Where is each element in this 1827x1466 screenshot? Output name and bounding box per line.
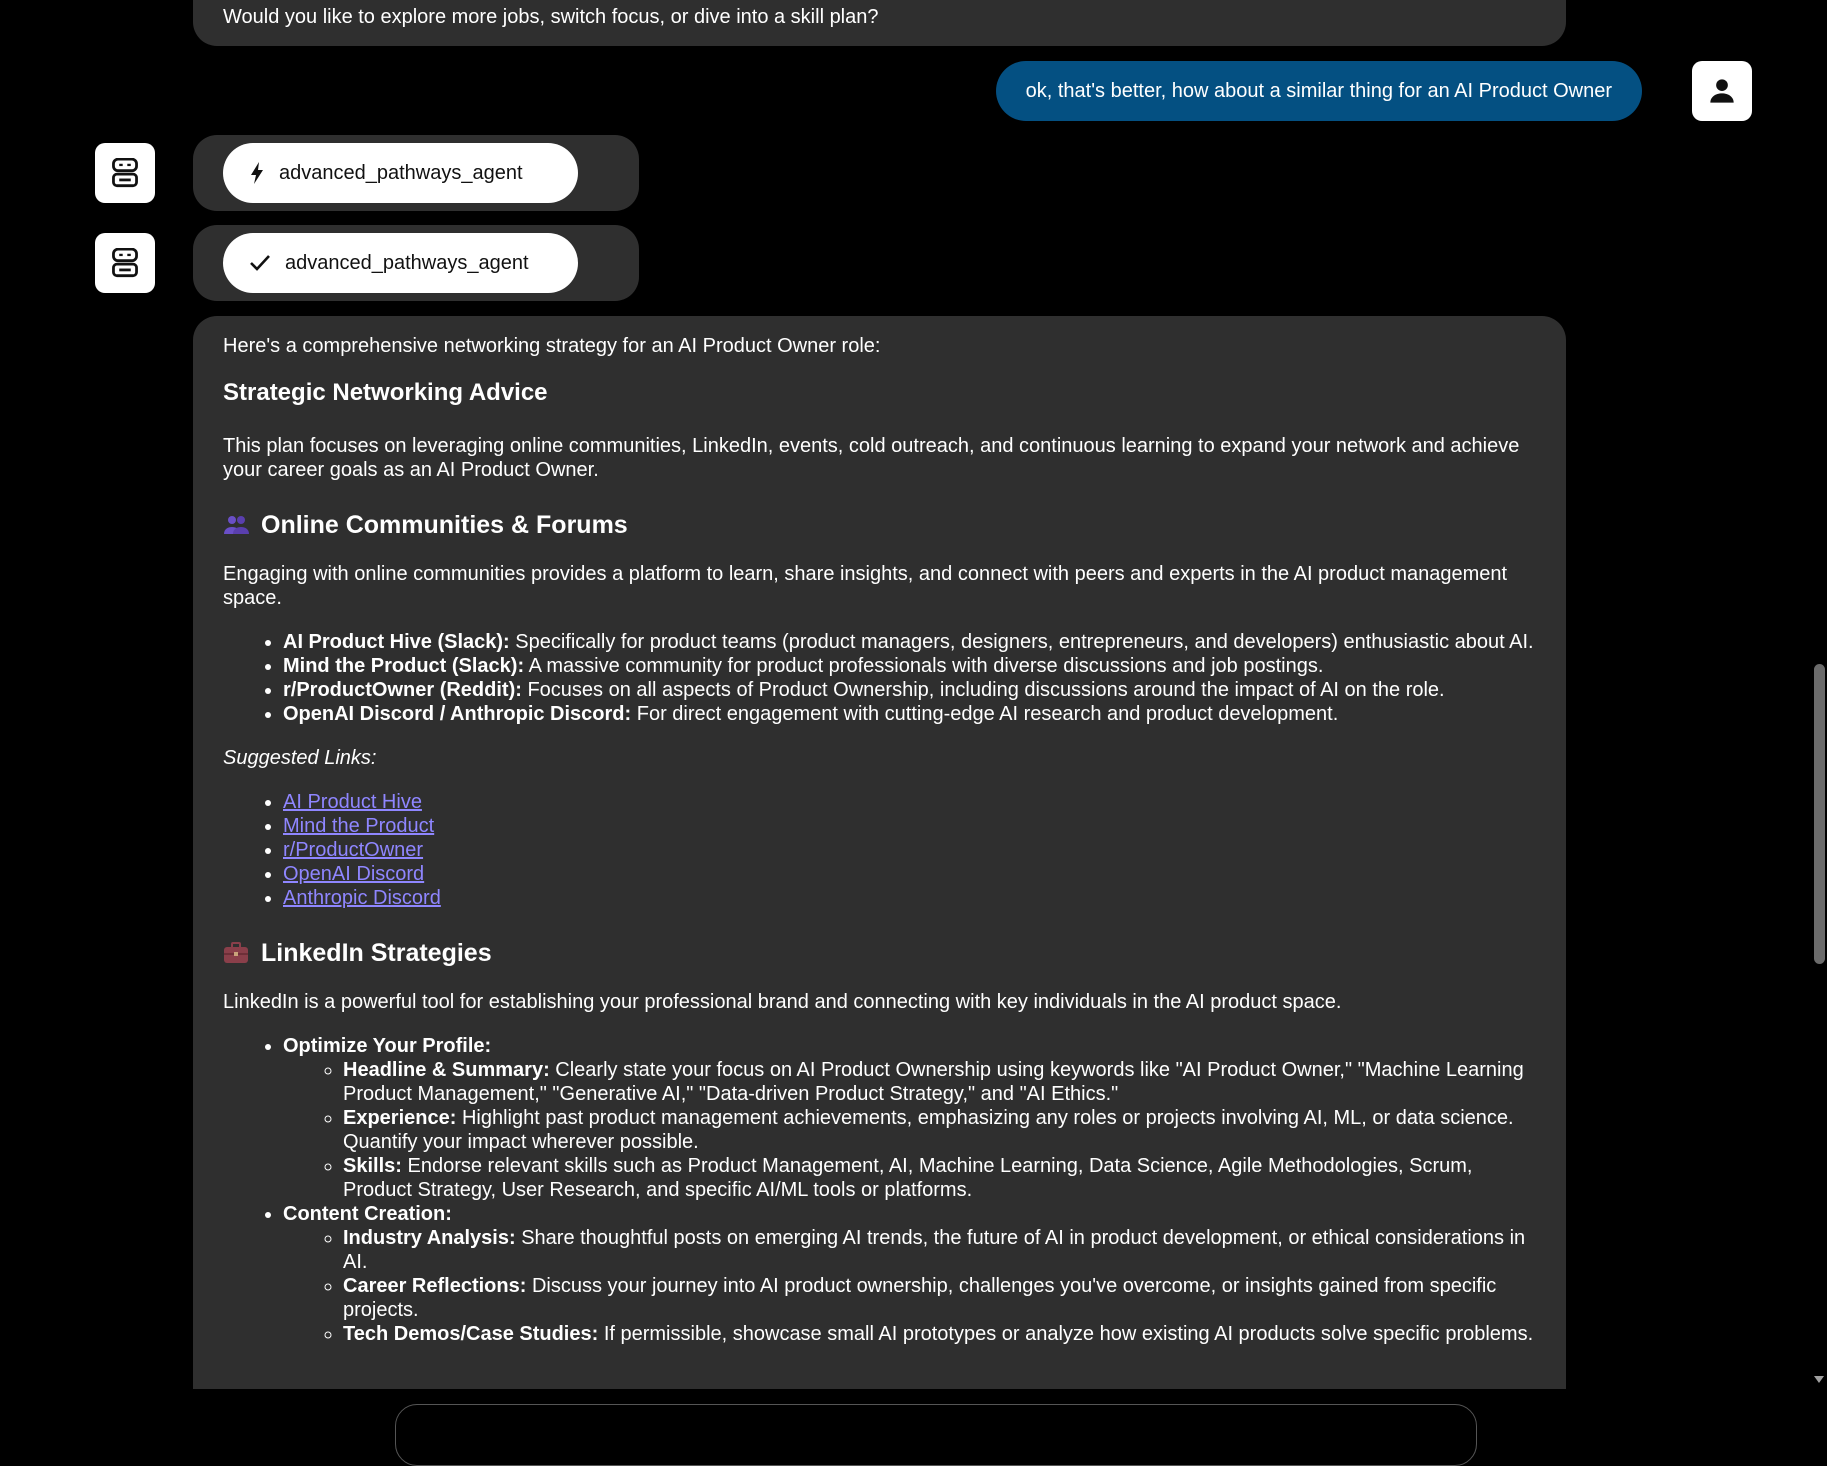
scrollbar-thumb[interactable] [1814, 664, 1825, 964]
robot-icon [111, 248, 139, 278]
bot-avatar [95, 143, 155, 203]
list-item [283, 702, 1536, 726]
community-list [223, 630, 1536, 726]
list-item [283, 630, 1536, 654]
item-text: Endorse relevant skills such as Product Management, AI, Machine Learning, Data Science, Agile Methodologies, Scrum, Product Strategy, User Research, and specific AI/ML tools or platforms. [343, 1155, 1473, 1201]
item-text: If permissible, showcase small AI prototypes or analyze how existing AI products solve specific problems. [598, 1323, 1534, 1345]
tool-call-running [193, 135, 639, 211]
item-text: Highlight past product management achievements, emphasizing any roles or projects involving AI, ML, or data science. Quantify your impact wherever possible. [343, 1107, 1514, 1153]
list-item [283, 654, 1536, 678]
section-description: LinkedIn is a powerful tool for establishing your professional brand and connecting with key individuals in the AI product space. [223, 991, 1342, 1013]
link-mind-the-product[interactable]: Mind the Product [283, 815, 435, 837]
item-text: Share thoughtful posts on emerging AI trends, the future of AI in product development, or ethical considerations in AI. [343, 1227, 1526, 1273]
list-item [283, 814, 1536, 838]
suggested-links-label: Suggested Links: [223, 747, 377, 769]
item-label: Industry Analysis: [343, 1227, 516, 1249]
list-item [343, 1226, 1536, 1274]
item-label: AI Product Hive (Slack): [283, 631, 510, 653]
user-message [996, 61, 1642, 121]
list-item [343, 1058, 1536, 1106]
message-composer[interactable] [395, 1404, 1477, 1466]
list-item [343, 1274, 1536, 1322]
previous-bot-message-text: Would you like to explore more jobs, switch focus, or dive into a skill plan? [223, 6, 879, 28]
section-heading-text: Online Communities & Forums [261, 511, 628, 539]
group-label: Optimize Your Profile: [283, 1035, 492, 1057]
list-item [343, 1322, 1536, 1346]
briefcase-icon [223, 942, 249, 964]
list-item [283, 790, 1536, 814]
item-label: Experience: [343, 1107, 457, 1129]
item-label: Mind the Product (Slack): [283, 655, 525, 677]
item-label: Career Reflections: [343, 1275, 527, 1297]
link-anthropic-discord[interactable]: Anthropic Discord [283, 887, 441, 909]
item-text: A massive community for product professionals with diverse discussions and job postings. [524, 655, 1324, 677]
bot-avatar [95, 233, 155, 293]
section-description: Engaging with online communities provides a platform to learn, share insights, and connect with peers and experts in the AI product management space. [223, 563, 1508, 609]
list-item [343, 1106, 1536, 1154]
list-item [283, 838, 1536, 862]
response-title: Strategic Networking Advice [223, 379, 548, 406]
robot-icon [111, 158, 139, 188]
people-icon [223, 514, 249, 536]
item-text: For direct engagement with cutting-edge AI research and product development. [631, 703, 1339, 725]
tool-call-pill[interactable] [223, 143, 578, 203]
group-label: Content Creation: [283, 1203, 452, 1225]
link-openai-discord[interactable]: OpenAI Discord [283, 863, 425, 885]
list-item [283, 1202, 1536, 1346]
item-label: OpenAI Discord / Anthropic Discord: [283, 703, 632, 725]
item-label: Headline & Summary: [343, 1059, 550, 1081]
item-label: Tech Demos/Case Studies: [343, 1323, 599, 1345]
item-label: Skills: [343, 1155, 402, 1177]
user-icon [1708, 77, 1736, 105]
tool-call-name: advanced_pathways_agent [279, 161, 523, 184]
sub-list [283, 1226, 1536, 1346]
list-item [343, 1154, 1536, 1202]
scroll-down-arrow-icon[interactable] [1814, 1376, 1824, 1383]
user-avatar [1692, 61, 1752, 121]
item-text: Specifically for product teams (product managers, designers, entrepreneurs, and developers) enthusiastic about AI. [509, 631, 1534, 653]
suggested-links-list [223, 790, 1536, 910]
previous-bot-message [193, 0, 1566, 46]
link-r-productowner[interactable]: r/ProductOwner [283, 839, 424, 861]
section-heading [223, 510, 1536, 540]
list-item [283, 678, 1536, 702]
list-item [283, 862, 1536, 886]
linkedin-list [223, 1034, 1536, 1346]
scrollbar[interactable] [1812, 0, 1827, 1389]
check-icon [249, 254, 271, 272]
response-intro: Here's a comprehensive networking strategy for an AI Product Owner role: [223, 335, 881, 357]
tool-call-done [193, 225, 639, 301]
bolt-icon [249, 162, 265, 184]
item-label: r/ProductOwner (Reddit): [283, 679, 522, 701]
list-item [283, 1034, 1536, 1202]
bot-response [193, 316, 1566, 1389]
section-heading [223, 938, 1536, 968]
tool-call-pill[interactable] [223, 233, 578, 293]
item-text: Clearly state your focus on AI Product Ownership using keywords like "AI Product Owner," "Machine Learning Product Management," "Generative AI," "Data-driven Product Strategy," and "AI Ethics." [343, 1059, 1524, 1105]
item-text: Focuses on all aspects of Product Ownership, including discussions around the impact of AI on the role. [521, 679, 1445, 701]
item-text: Discuss your journey into AI product ownership, challenges you've overcome, or insights gained from specific projects. [343, 1275, 1497, 1321]
section-heading-text: LinkedIn Strategies [261, 939, 492, 967]
list-item [283, 886, 1536, 910]
sub-list [283, 1058, 1536, 1202]
link-ai-product-hive[interactable]: AI Product Hive [283, 791, 422, 813]
tool-call-name: advanced_pathways_agent [285, 251, 529, 274]
response-summary: This plan focuses on leveraging online communities, LinkedIn, events, cold outreach, and continuous learning to expand your network and achieve your career goals as an AI Product Owner. [223, 435, 1520, 481]
user-message-text: ok, that's better, how about a similar thing for an AI Product Owner [1025, 80, 1612, 102]
